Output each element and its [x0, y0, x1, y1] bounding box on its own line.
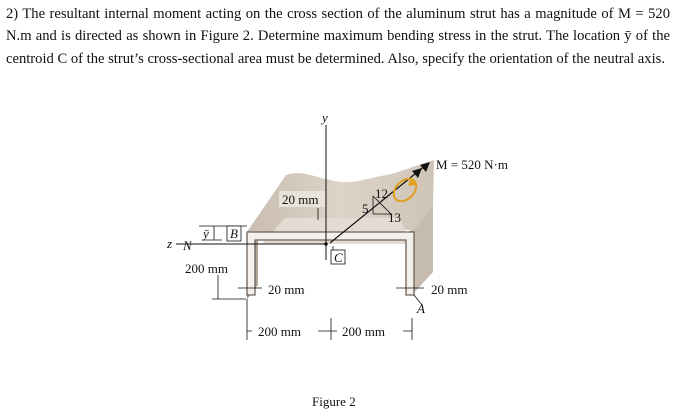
centroid-label: C: [334, 250, 343, 265]
top-thickness-label: 20 mm: [282, 192, 319, 207]
problem-statement: 2) The resultant internal moment acting on the cross section of the aluminum strut has a magnitude of M = 520 N.m and is directed as shown in Figure 2. Determine maximum bending stress in the strut. The location ȳ of the centroid C of the strut’s cross-sectional area must be determined. Also, specify the orientation of the neutral axis.: [6, 6, 670, 67]
moment-label: M = 520 N·m: [436, 157, 508, 172]
y-axis-label: y: [322, 110, 328, 125]
left-width-label: 200 mm: [258, 324, 301, 339]
height-label: 200 mm: [185, 261, 228, 276]
point-b-label: B: [230, 226, 238, 241]
neutral-axis-mark: N: [183, 238, 192, 253]
point-a-label: A: [417, 301, 425, 316]
ybar-label: ȳ: [203, 226, 209, 241]
slope-hyp-label: 13: [388, 210, 401, 225]
z-axis-label: z: [167, 236, 173, 251]
figure-caption: Figure 2: [312, 394, 356, 409]
slope-rise-label: 12: [375, 186, 388, 201]
right-thickness-label: 20 mm: [431, 282, 468, 297]
slope-run-label: 5: [362, 201, 369, 216]
left-thickness-label: 20 mm: [268, 282, 305, 297]
right-width-label: 200 mm: [342, 324, 385, 339]
centroid-point: [324, 242, 328, 246]
